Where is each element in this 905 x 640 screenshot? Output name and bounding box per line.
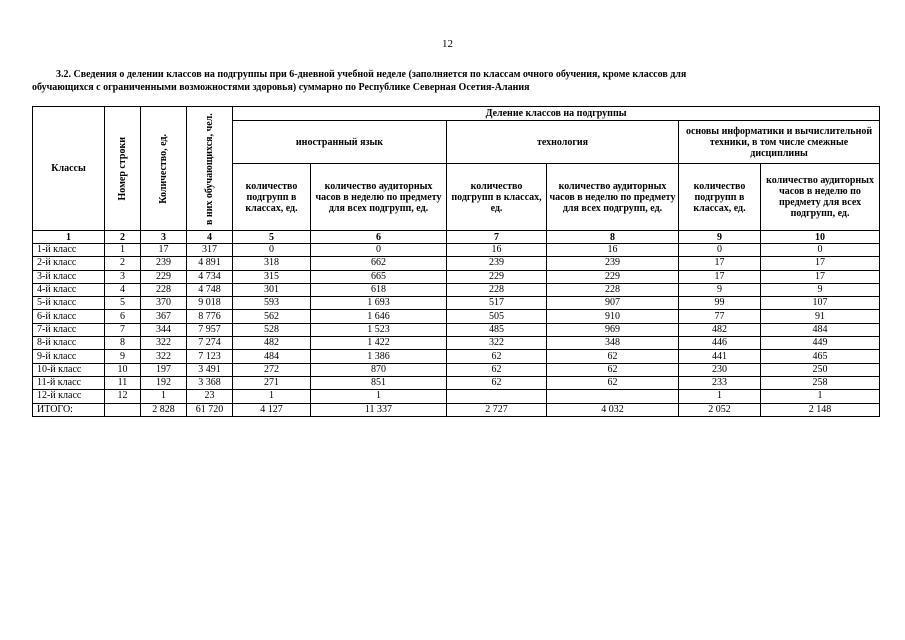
table-cell: 228 xyxy=(547,283,679,296)
table-cell: 3 xyxy=(105,270,141,283)
table-cell: 2 727 xyxy=(447,403,547,416)
table-cell: 593 xyxy=(233,297,311,310)
table-row xyxy=(33,323,880,336)
table-cell: 465 xyxy=(761,350,880,363)
table-cell: 1 693 xyxy=(311,297,447,310)
col-number: 10 xyxy=(761,231,880,244)
table-cell: 851 xyxy=(311,376,447,389)
table-cell: 272 xyxy=(233,363,311,376)
table-cell: 77 xyxy=(679,310,761,323)
class-name-cell: 12-й класс xyxy=(33,390,105,403)
class-name-cell: 9-й класс xyxy=(33,350,105,363)
table-cell: 1 xyxy=(761,390,880,403)
table-cell: 370 xyxy=(141,297,187,310)
table-cell: 229 xyxy=(547,270,679,283)
col-number: 6 xyxy=(311,231,447,244)
table-cell xyxy=(447,390,547,403)
header-foreign-hours: количество аудиторных часов в неделю по предмету для всех подгрупп, ед. xyxy=(311,164,447,231)
table-cell: 870 xyxy=(311,363,447,376)
col-number: 9 xyxy=(679,231,761,244)
table-cell: 1 xyxy=(679,390,761,403)
table-cell: 12 xyxy=(105,390,141,403)
column-numbers-row xyxy=(33,231,880,244)
class-name-cell: 6-й класс xyxy=(33,310,105,323)
col-number: 1 xyxy=(33,231,105,244)
table-cell: 322 xyxy=(141,350,187,363)
table-cell: 1 386 xyxy=(311,350,447,363)
table-cell: 9 018 xyxy=(187,297,233,310)
table-cell: 484 xyxy=(233,350,311,363)
table-row xyxy=(33,350,880,363)
table-cell: 228 xyxy=(141,283,187,296)
header-count: Количество, ед. xyxy=(141,107,187,231)
table-cell: 8 776 xyxy=(187,310,233,323)
table-cell: 662 xyxy=(311,257,447,270)
header-technology: технология xyxy=(447,121,679,164)
class-name-cell: 7-й класс xyxy=(33,323,105,336)
table-cell: 61 720 xyxy=(187,403,233,416)
table-cell: 239 xyxy=(547,257,679,270)
header-inf-hours: количество аудиторных часов в неделю по предмету для всех подгрупп, ед. xyxy=(761,164,880,231)
table-cell: 482 xyxy=(233,337,311,350)
header-division: Деление классов на подгруппы xyxy=(233,107,880,121)
table-cell: 17 xyxy=(761,257,880,270)
section-heading xyxy=(32,68,852,94)
table-cell: 4 xyxy=(105,283,141,296)
table-cell: 1 xyxy=(311,390,447,403)
table-cell: 4 891 xyxy=(187,257,233,270)
table-cell: 17 xyxy=(679,270,761,283)
table-cell: 192 xyxy=(141,376,187,389)
table-cell: 367 xyxy=(141,310,187,323)
col-number: 5 xyxy=(233,231,311,244)
table-cell: 239 xyxy=(447,257,547,270)
class-name-cell: 11-й класс xyxy=(33,376,105,389)
table-cell: 62 xyxy=(447,350,547,363)
class-name-cell: ИТОГО: xyxy=(33,403,105,416)
table-cell: 62 xyxy=(547,376,679,389)
table-cell: 3 491 xyxy=(187,363,233,376)
table-cell: 62 xyxy=(547,363,679,376)
table-cell: 9 xyxy=(761,283,880,296)
class-name-cell: 4-й класс xyxy=(33,283,105,296)
table-row xyxy=(33,403,880,416)
header-foreign-subgroups: количество подгрупп в классах, ед. xyxy=(233,164,311,231)
table-cell: 344 xyxy=(141,323,187,336)
table-cell: 9 xyxy=(679,283,761,296)
table-cell: 23 xyxy=(187,390,233,403)
heading-line-2: обучающихся с ограниченными возможностями здоровья) суммарно по Республике Северная Осетия-Алания xyxy=(32,82,530,93)
table-row xyxy=(33,270,880,283)
table-cell: 230 xyxy=(679,363,761,376)
table-cell: 0 xyxy=(311,244,447,257)
table-cell: 11 337 xyxy=(311,403,447,416)
col-number: 2 xyxy=(105,231,141,244)
table-cell: 1 xyxy=(105,244,141,257)
table-cell: 441 xyxy=(679,350,761,363)
table-cell: 7 274 xyxy=(187,337,233,350)
table-cell: 11 xyxy=(105,376,141,389)
table-cell: 17 xyxy=(761,270,880,283)
table-cell: 907 xyxy=(547,297,679,310)
header-inf-subgroups: количество подгрупп в классах, ед. xyxy=(679,164,761,231)
class-name-cell: 8-й класс xyxy=(33,337,105,350)
table-cell: 7 957 xyxy=(187,323,233,336)
table-cell: 322 xyxy=(141,337,187,350)
table-cell: 258 xyxy=(761,376,880,389)
table-cell: 62 xyxy=(547,350,679,363)
table-row xyxy=(33,310,880,323)
header-foreign-language: иностранный язык xyxy=(233,121,447,164)
table-cell: 9 xyxy=(105,350,141,363)
class-name-cell: 5-й класс xyxy=(33,297,105,310)
table-cell: 322 xyxy=(447,337,547,350)
table-cell: 1 xyxy=(141,390,187,403)
table-row xyxy=(33,244,880,257)
table-cell: 2 148 xyxy=(761,403,880,416)
table-cell: 4 127 xyxy=(233,403,311,416)
table-cell: 2 828 xyxy=(141,403,187,416)
table-cell: 505 xyxy=(447,310,547,323)
table-cell: 239 xyxy=(141,257,187,270)
table-cell: 1 646 xyxy=(311,310,447,323)
table-cell: 301 xyxy=(233,283,311,296)
table-cell xyxy=(547,390,679,403)
table-cell: 317 xyxy=(187,244,233,257)
table-cell: 228 xyxy=(447,283,547,296)
table-cell: 197 xyxy=(141,363,187,376)
table-cell: 318 xyxy=(233,257,311,270)
header-tech-hours: количество аудиторных часов в неделю по предмету для всех подгрупп, ед. xyxy=(547,164,679,231)
table-cell: 446 xyxy=(679,337,761,350)
table-cell: 5 xyxy=(105,297,141,310)
table-cell: 528 xyxy=(233,323,311,336)
col-number: 8 xyxy=(547,231,679,244)
table-cell: 0 xyxy=(679,244,761,257)
table-row xyxy=(33,297,880,310)
table-cell: 449 xyxy=(761,337,880,350)
table-cell: 17 xyxy=(141,244,187,257)
class-name-cell: 10-й класс xyxy=(33,363,105,376)
table-row xyxy=(33,283,880,296)
class-name-cell: 2-й класс xyxy=(33,257,105,270)
table-cell: 969 xyxy=(547,323,679,336)
class-name-cell: 3-й класс xyxy=(33,270,105,283)
table-cell: 91 xyxy=(761,310,880,323)
col-number: 4 xyxy=(187,231,233,244)
table-cell: 315 xyxy=(233,270,311,283)
table-cell: 665 xyxy=(311,270,447,283)
header-students: в них обучающихся, чел. xyxy=(187,107,233,231)
header-classes: Классы xyxy=(33,107,105,231)
table-cell: 2 xyxy=(105,257,141,270)
table-cell: 618 xyxy=(311,283,447,296)
table-cell: 7 123 xyxy=(187,350,233,363)
table-cell: 1 422 xyxy=(311,337,447,350)
table-cell: 4 748 xyxy=(187,283,233,296)
table-cell: 229 xyxy=(447,270,547,283)
table-cell: 17 xyxy=(679,257,761,270)
header-row-number: Номер строки xyxy=(105,107,141,231)
table-cell: 62 xyxy=(447,376,547,389)
table-cell: 0 xyxy=(233,244,311,257)
table-cell: 562 xyxy=(233,310,311,323)
header-informatics: основы информатики и вычислительной техники, в том числе смежные дисциплины xyxy=(679,121,880,164)
table-cell: 8 xyxy=(105,337,141,350)
table-row xyxy=(33,376,880,389)
table-cell: 250 xyxy=(761,363,880,376)
header-tech-subgroups: количество подгрупп в классах, ед. xyxy=(447,164,547,231)
table-row xyxy=(33,257,880,270)
table-cell: 7 xyxy=(105,323,141,336)
table-cell: 4 032 xyxy=(547,403,679,416)
heading-line-1: 3.2. Сведения о делении классов на подгруппы при 6-дневной учебной неделе (заполняется по классам очного обучения, кроме классов для xyxy=(56,69,687,80)
table-cell: 107 xyxy=(761,297,880,310)
table-cell: 6 xyxy=(105,310,141,323)
page-number: 12 xyxy=(442,38,453,50)
col-number: 3 xyxy=(141,231,187,244)
table-cell: 1 523 xyxy=(311,323,447,336)
table-cell xyxy=(105,403,141,416)
table-cell: 482 xyxy=(679,323,761,336)
table-row xyxy=(33,363,880,376)
table-row xyxy=(33,390,880,403)
table-cell: 10 xyxy=(105,363,141,376)
table-cell: 910 xyxy=(547,310,679,323)
table-cell: 517 xyxy=(447,297,547,310)
table-cell: 62 xyxy=(447,363,547,376)
table-cell: 229 xyxy=(141,270,187,283)
table-cell: 4 734 xyxy=(187,270,233,283)
table-cell: 16 xyxy=(547,244,679,257)
table-cell: 1 xyxy=(233,390,311,403)
table-cell: 99 xyxy=(679,297,761,310)
table-cell: 484 xyxy=(761,323,880,336)
table-cell: 3 368 xyxy=(187,376,233,389)
table-cell: 16 xyxy=(447,244,547,257)
col-number: 7 xyxy=(447,231,547,244)
table-cell: 2 052 xyxy=(679,403,761,416)
table-cell: 0 xyxy=(761,244,880,257)
table-cell: 348 xyxy=(547,337,679,350)
table-row xyxy=(33,337,880,350)
table-cell: 233 xyxy=(679,376,761,389)
subgroups-table xyxy=(32,106,880,417)
class-name-cell: 1-й класс xyxy=(33,244,105,257)
table-cell: 271 xyxy=(233,376,311,389)
table-cell: 485 xyxy=(447,323,547,336)
